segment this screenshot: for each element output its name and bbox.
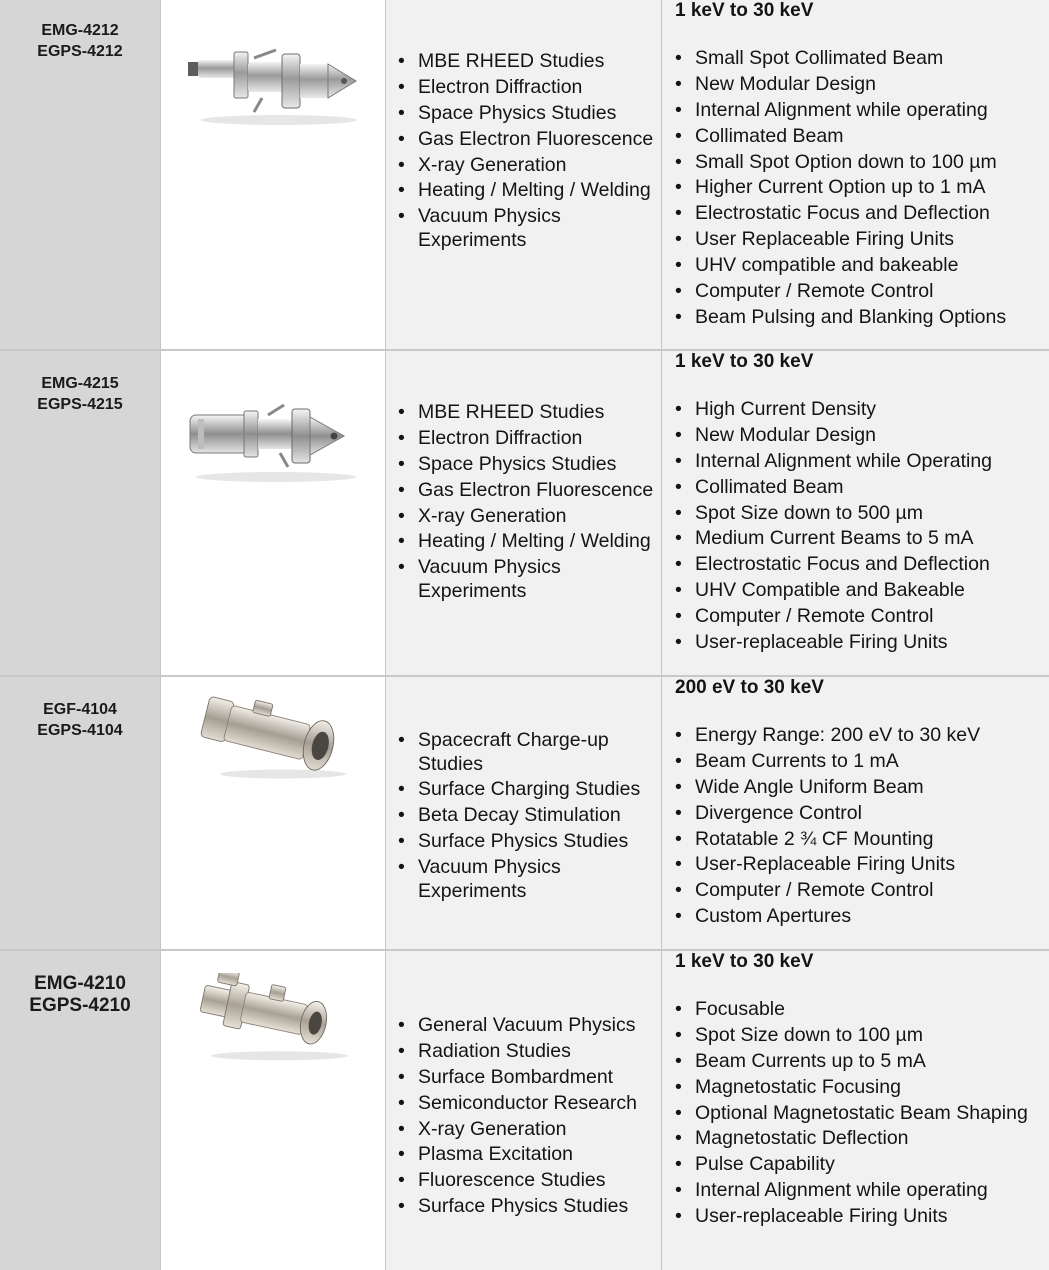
list-item: • Spot Size down to 100 µm: [662, 1024, 1049, 1048]
list-item: • High Current Density: [662, 398, 1049, 422]
list-item: • Semiconductor Research: [386, 1092, 661, 1116]
list-item: • Beam Currents up to 5 mA: [662, 1050, 1049, 1074]
flood-gun-image: [184, 693, 364, 783]
list-item: • Heating / Melting / Welding: [386, 530, 661, 554]
applications-cell: [386, 0, 661, 350]
list-item: • Spacecraft Charge-up Studies: [386, 729, 661, 776]
power-supply-number: EGPS-4215: [37, 396, 123, 413]
list-item: • Space Physics Studies: [386, 453, 661, 477]
divider: [661, 677, 662, 950]
list-item: • Electrostatic Focus and Deflection: [662, 202, 1049, 226]
list-item: • Internal Alignment while Operating: [662, 450, 1049, 474]
list-item: • Wide Angle Uniform Beam: [662, 776, 1049, 800]
list-item: • UHV compatible and bakeable: [662, 254, 1049, 278]
list-item: • Surface Charging Studies: [386, 778, 661, 802]
divider: [385, 951, 386, 1270]
list-item: • Focusable: [662, 998, 1049, 1022]
divider: [160, 351, 161, 676]
list-item: • Electrostatic Focus and Deflection: [662, 553, 1049, 577]
list-item: • Beta Decay Stimulation: [386, 804, 661, 828]
power-supply-number: EGPS-4212: [37, 43, 123, 60]
list-item: • Surface Physics Studies: [386, 830, 661, 854]
features-list: [662, 998, 1049, 1231]
list-item: • Pulse Capability: [662, 1153, 1049, 1177]
model-names: [0, 20, 160, 62]
list-item: • User-replaceable Firing Units: [662, 631, 1049, 655]
energy-range: 1 keV to 30 keV: [675, 951, 814, 972]
list-item: • Electron Diffraction: [386, 427, 661, 451]
list-item: • User-Replaceable Firing Units: [662, 853, 1049, 877]
list-item: • X-ray Generation: [386, 154, 661, 178]
energy-range: 1 keV to 30 keV: [675, 351, 814, 372]
divider: [661, 0, 662, 350]
model-names: [0, 973, 160, 1017]
image-cell: [160, 351, 385, 676]
features-cell: [662, 0, 1049, 350]
list-item: • Computer / Remote Control: [662, 605, 1049, 629]
electron-gun-image: [184, 397, 364, 487]
electron-gun-image: [184, 40, 364, 130]
model-number: EMG-4212: [41, 22, 119, 39]
model-number: EMG-4210: [34, 973, 126, 994]
list-item: • Magnetostatic Deflection: [662, 1127, 1049, 1151]
list-item: • Custom Apertures: [662, 905, 1049, 929]
list-item: • Beam Pulsing and Blanking Options: [662, 306, 1049, 330]
applications-list: [386, 50, 661, 255]
divider: [661, 951, 662, 1270]
applications-list: [386, 1014, 661, 1221]
power-supply-number: EGPS-4104: [37, 722, 123, 739]
image-cell: [160, 0, 385, 350]
divider: [160, 951, 161, 1270]
list-item: • UHV Compatible and Bakeable: [662, 579, 1049, 603]
image-cell: [160, 951, 385, 1270]
list-item: • Computer / Remote Control: [662, 879, 1049, 903]
table-row: [0, 677, 1049, 950]
list-item: • User Replaceable Firing Units: [662, 228, 1049, 252]
energy-range: 1 keV to 30 keV: [675, 0, 814, 21]
list-item: • Computer / Remote Control: [662, 280, 1049, 304]
list-item: • Magnetostatic Focusing: [662, 1076, 1049, 1100]
applications-cell: [386, 351, 661, 676]
list-item: • Plasma Excitation: [386, 1143, 661, 1167]
list-item: • Fluorescence Studies: [386, 1169, 661, 1193]
divider: [385, 677, 386, 950]
list-item: • Gas Electron Fluorescence: [386, 479, 661, 503]
model-cell: [0, 677, 160, 950]
list-item: • Heating / Melting / Welding: [386, 179, 661, 203]
list-item: • X-ray Generation: [386, 1118, 661, 1142]
model-cell: [0, 0, 160, 350]
model-names: [0, 699, 160, 741]
divider: [385, 351, 386, 676]
image-cell: [160, 677, 385, 950]
model-names: [0, 373, 160, 415]
model-number: EGF-4104: [43, 701, 117, 718]
table-row: [0, 0, 1049, 350]
list-item: • Small Spot Option down to 100 µm: [662, 151, 1049, 175]
list-item: • Vacuum Physics Experiments: [386, 856, 661, 903]
divider: [160, 677, 161, 950]
table-row: [0, 351, 1049, 676]
divider: [385, 0, 386, 350]
model-cell: [0, 351, 160, 676]
table-row: [0, 951, 1049, 1270]
list-item: • Spot Size down to 500 µm: [662, 502, 1049, 526]
features-cell: [662, 951, 1049, 1270]
list-item: • Surface Bombardment: [386, 1066, 661, 1090]
applications-list: [386, 729, 661, 905]
applications-cell: [386, 677, 661, 950]
applications-list: [386, 401, 661, 606]
features-list: [662, 398, 1049, 657]
applications-cell: [386, 951, 661, 1270]
features-cell: [662, 677, 1049, 950]
model-number: EMG-4215: [41, 375, 119, 392]
list-item: • Internal Alignment while operating: [662, 99, 1049, 123]
list-item: • Divergence Control: [662, 802, 1049, 826]
energy-range: 200 eV to 30 keV: [675, 677, 824, 698]
list-item: • Vacuum Physics Experiments: [386, 205, 661, 252]
list-item: • Vacuum Physics Experiments: [386, 556, 661, 603]
list-item: • X-ray Generation: [386, 505, 661, 529]
list-item: • Gas Electron Fluorescence: [386, 128, 661, 152]
list-item: • MBE RHEED Studies: [386, 401, 661, 425]
list-item: • Collimated Beam: [662, 476, 1049, 500]
features-cell: [662, 351, 1049, 676]
list-item: • Electron Diffraction: [386, 76, 661, 100]
features-list: [662, 724, 1049, 931]
list-item: • Space Physics Studies: [386, 102, 661, 126]
list-item: • Surface Physics Studies: [386, 1195, 661, 1219]
list-item: • Rotatable 2 ¾ CF Mounting: [662, 828, 1049, 852]
list-item: • General Vacuum Physics: [386, 1014, 661, 1038]
list-item: • Internal Alignment while operating: [662, 1179, 1049, 1203]
list-item: • Beam Currents to 1 mA: [662, 750, 1049, 774]
model-cell: [0, 951, 160, 1270]
divider: [160, 0, 161, 350]
list-item: • New Modular Design: [662, 424, 1049, 448]
list-item: • User-replaceable Firing Units: [662, 1205, 1049, 1229]
list-item: • Small Spot Collimated Beam: [662, 47, 1049, 71]
power-supply-number: EGPS-4210: [29, 995, 131, 1016]
list-item: • Collimated Beam: [662, 125, 1049, 149]
features-list: [662, 47, 1049, 332]
list-item: • New Modular Design: [662, 73, 1049, 97]
list-item: • Medium Current Beams to 5 mA: [662, 527, 1049, 551]
list-item: • Energy Range: 200 eV to 30 keV: [662, 724, 1049, 748]
list-item: • Optional Magnetostatic Beam Shaping: [662, 1102, 1049, 1126]
electron-gun-image: [184, 973, 364, 1063]
list-item: • MBE RHEED Studies: [386, 50, 661, 74]
list-item: • Radiation Studies: [386, 1040, 661, 1064]
divider: [661, 351, 662, 676]
list-item: • Higher Current Option up to 1 mA: [662, 176, 1049, 200]
